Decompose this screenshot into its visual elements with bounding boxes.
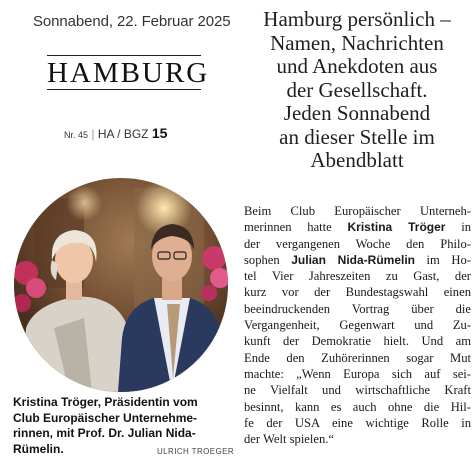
body-line: besinnt, kann es auch ohne die Hil- <box>244 399 471 414</box>
article-body <box>244 203 471 447</box>
article-photo <box>14 178 228 392</box>
headline-line: an dieser Stelle im <box>279 124 435 149</box>
headline-line: und Anekdoten aus <box>276 54 438 78</box>
section-rule-top <box>47 55 201 56</box>
folio-separator: | <box>91 127 95 141</box>
edition-codes: HA / BGZ <box>97 127 149 141</box>
body-line: Vergangenheit, Gegenwart und Zu- <box>244 318 471 333</box>
caption-line: Club Europäischer Unternehme- <box>13 410 198 425</box>
caption-line: Rümelin. <box>13 441 64 456</box>
body-line: Ende den Zuhörerinnen sogar Mut <box>244 350 471 365</box>
dateline: Sonnabend, 22. Februar 2025 <box>33 13 231 30</box>
body-line: fe der USA eine wichtige Rolle in <box>244 415 471 430</box>
photo-illustration <box>14 178 228 392</box>
headline-line: Abendblatt <box>310 148 404 172</box>
headline-line: der Gesellschaft. <box>286 77 428 102</box>
headline-line: Jeden Sonnabend <box>283 101 431 125</box>
section-rule-bottom <box>47 89 201 90</box>
caption-line: Kristina Tröger, Präsidentin vom <box>13 395 198 409</box>
body-line: beeindruckenden Vortrag über die <box>244 301 471 316</box>
page-number: 15 <box>151 125 168 141</box>
headline-line: Namen, Nachrichten <box>270 30 444 55</box>
body-line: machte: „Wenn Europa sich auf sei- <box>244 366 471 381</box>
body-line: kurz vor der Bundestagswahl einen <box>244 285 471 300</box>
body-line: merinnen hatte Kristina Tröger in <box>244 220 471 235</box>
body-line: kunft der Demokratie hielt. Und am <box>244 334 471 349</box>
body-line: tel Vier Jahreszeiten zu Gast, der <box>244 269 471 284</box>
photo-credit: ULRICH TROEGER <box>157 447 235 456</box>
body-line: Beim Club Europäischer Unterneh- <box>244 204 471 218</box>
body-line: der Welt spielen.“ <box>244 432 335 447</box>
caption-line: rinnen, mit Prof. Dr. Julian Nida- <box>13 426 196 440</box>
person-name: Kristina Tröger <box>347 220 446 235</box>
issue-number: Nr. 45 <box>64 130 89 140</box>
body-line: ne Vielfalt und wirtschaftliche Kraft <box>244 383 471 398</box>
headline-line: Hamburg persönlich – <box>263 7 451 31</box>
body-line: sophen Julian Nida-Rümelin im Ho- <box>244 252 471 267</box>
body-line: der vergangenen Woche den Philo- <box>244 236 471 251</box>
right-column <box>240 0 472 471</box>
headline <box>246 8 468 173</box>
person-name: Julian Nida-Rümelin <box>291 252 415 267</box>
folio <box>64 125 167 141</box>
section-title: HAMBURG <box>47 57 210 89</box>
